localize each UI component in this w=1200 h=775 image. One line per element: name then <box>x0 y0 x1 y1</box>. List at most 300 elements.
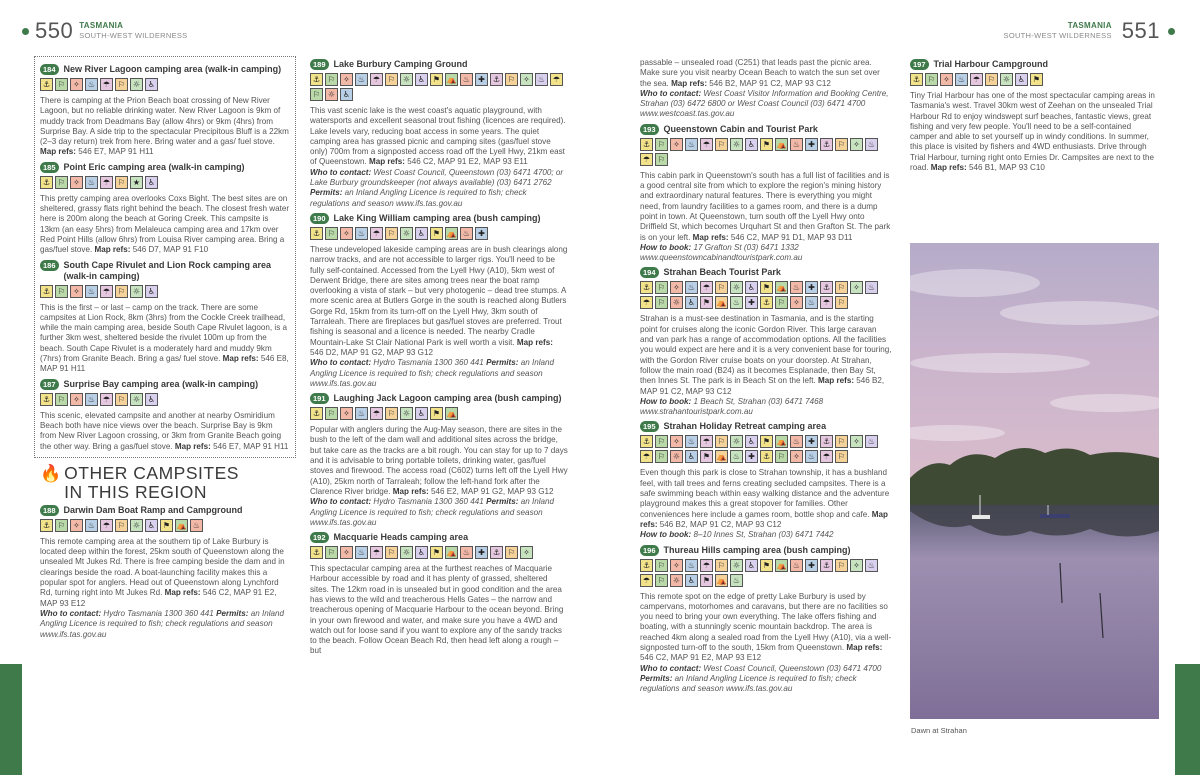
facility-icon: ♿ <box>415 73 428 86</box>
facility-icon: ☼ <box>130 78 143 91</box>
facility-icon: ♿ <box>685 574 698 587</box>
map-refs-label: Map refs: <box>516 337 553 347</box>
entry-number: 192 <box>310 532 329 543</box>
campsite-entry <box>40 505 292 640</box>
facility-icon: ✚ <box>475 546 488 559</box>
facility-icon: ☂ <box>100 285 113 298</box>
facility-icon: ☼ <box>325 88 338 101</box>
map-refs-label: Map refs: <box>174 441 211 451</box>
facility-icon: ⚐ <box>925 73 938 86</box>
permits: an Inland Angling Licence is required to fish; check regulations and season www.ifs.tas.gov.au <box>640 673 857 694</box>
entry-description: These undeveloped lakeside camping areas are in bush clearings along narrow tracks, and are not accessible to larger rigs. You'll need to be fully self-contained. Accessed from the Lyell Hwy (A10), 5km west of Derwent Bridge, there are sites among trees near the boat ramp overlooking a vista of stark – but very photogenic – dead tree stumps. A more scenic area at Butlers Gorge in the south is reached along Butlers Gorge Rd, 15km from its turn-off on the Lyell Hwy, 3km south of Tarraleah. There are fireplaces but gas/fuel stoves are preferred. Trout fishing is seasonal and a licence is needed. The nearby Cradle Mountain-Lake St Clair National Park is well worth a visit. <box>310 244 568 347</box>
entry-description: This remote camping area at the southern tip of Lake Burbury is located deep within the forest, 25km south of Queenstown along the unsealed Mt Jukes Rd. There is free camping beside the dam and in clearings beside the road. A boat-launching facility makes this a popular spot for anglers. Head out of Queenstown along Lynchford Rd, turning right into Mt Jukes Rd. <box>40 536 285 598</box>
entry-title: Laughing Jack Lagoon camping area (bush camping) <box>333 393 562 404</box>
facility-icons <box>910 73 1160 88</box>
map-refs-label: Map refs: <box>640 509 888 529</box>
facility-icon: ✧ <box>70 78 83 91</box>
map-refs-label: Map refs: <box>818 376 855 386</box>
facility-icon: ☼ <box>130 393 143 406</box>
map-refs: 546 C2, MAP 91 E2, MAP 93 E12 <box>40 588 277 608</box>
facility-icon: ✧ <box>520 546 533 559</box>
facility-icon: ⚐ <box>325 407 338 420</box>
facility-icon: ♨ <box>790 435 803 448</box>
section-heading <box>40 464 292 502</box>
facility-icon: ♿ <box>685 450 698 463</box>
header-subregion-right: SOUTH-WEST WILDERNESS <box>1003 31 1112 40</box>
entry-description: This scenic, elevated campsite and another at nearby Osmiridium Beach both have nice views over the beach. Surprise Bay is 9km from New River Lagoon crossing, or 3km from Granite Beach going the other way. Bring a gas/fuel stove. <box>40 410 282 451</box>
map-refs-label: Map refs: <box>222 354 259 364</box>
facility-icon: ⚓ <box>640 281 653 294</box>
facility-icon: ⚓ <box>640 435 653 448</box>
facility-icon: ♨ <box>535 73 548 86</box>
map-refs: 546 E7, MAP 91 H11 <box>213 441 289 451</box>
facility-icon: ⛺ <box>446 409 457 419</box>
facility-icon: ⚐ <box>655 296 668 309</box>
facility-icon: ⛺ <box>446 75 457 84</box>
map-refs: 546 D7, MAP 91 F10 <box>132 245 209 255</box>
page-number-right: 551 <box>1121 18 1160 43</box>
permits-label: Permits: <box>486 497 519 507</box>
facility-icon: ♨ <box>460 546 473 559</box>
facility-icons <box>640 559 892 589</box>
facility-icon: ♨ <box>355 407 368 420</box>
contact-label: Who to contact: <box>640 88 702 98</box>
facility-icon: ⚐ <box>715 138 728 151</box>
facility-icons <box>310 73 568 103</box>
facility-icon: ☂ <box>640 574 653 587</box>
map-refs: 546 C2, MAP 91 E2, MAP 93 E11 <box>407 157 528 167</box>
facility-icon: ⚓ <box>820 435 833 448</box>
entry-title: Queenstown Cabin and Tourist Park <box>663 123 818 134</box>
facility-icon: ⚐ <box>385 73 398 86</box>
facility-icon: ☼ <box>400 227 413 240</box>
facility-icon: ⚐ <box>310 88 323 101</box>
facility-icon: ⚐ <box>115 285 128 298</box>
permits-label: Permits: <box>216 608 249 618</box>
campsite-entry <box>40 64 290 158</box>
map-refs-label: Map refs: <box>671 78 708 88</box>
facility-icon: ✧ <box>70 285 83 298</box>
facility-icon: ⚑ <box>430 227 443 240</box>
map-refs: 546 B2, MAP 91 C2, MAP 93 C12 <box>659 519 782 529</box>
entry-title: Lake King William camping area (bush camping) <box>333 212 541 223</box>
facility-icon: ✧ <box>340 407 353 420</box>
facility-icon: ☼ <box>400 73 413 86</box>
facility-icon: ⚐ <box>325 546 338 559</box>
facility-icon: ⚐ <box>115 519 128 532</box>
facility-icon: ✧ <box>940 73 953 86</box>
facility-icon: ⚐ <box>715 559 728 572</box>
facility-icon: ♨ <box>85 519 98 532</box>
facility-icon: ⚐ <box>775 450 788 463</box>
entry-number: 193 <box>640 124 659 135</box>
facility-icon: ✧ <box>70 176 83 189</box>
header-subregion-left: SOUTH-WEST WILDERNESS <box>79 31 188 40</box>
column-3 <box>640 58 892 698</box>
facility-icon: ♨ <box>685 281 698 294</box>
facility-icon: ✧ <box>520 73 533 86</box>
facility-icon: ✧ <box>850 281 863 294</box>
campsite-entry <box>40 260 290 375</box>
facility-icon: ⚓ <box>490 546 503 559</box>
campsite-entry <box>910 59 1160 173</box>
facility-icon: ⚐ <box>505 546 518 559</box>
lake-dawn-photo <box>910 243 1159 719</box>
contact: West Coast Council, Queenstown (03) 6471 4700 <box>703 663 882 673</box>
facility-icon: ♨ <box>460 227 473 240</box>
facility-icon: ✚ <box>805 138 818 151</box>
facility-icon: ☂ <box>370 227 383 240</box>
facility-icon: ♨ <box>865 435 878 448</box>
campsite-entry <box>40 379 290 452</box>
facility-icon: ♿ <box>145 176 158 189</box>
facility-icon: ⚐ <box>985 73 998 86</box>
contact: West Coast Visitor Information and Booking Centre, Strahan (03) 6472 6800 or West Coast Council (03) 6471 4700 www.westcoast.tas.gov.au <box>640 88 889 119</box>
facility-icon: ☂ <box>100 393 113 406</box>
facility-icon: ⛺ <box>716 298 727 308</box>
facility-icon: ⛺ <box>446 228 457 238</box>
facility-icon: ♨ <box>730 574 743 587</box>
facility-icon: ☂ <box>370 546 383 559</box>
facility-icons <box>310 227 568 242</box>
facility-icon: ☂ <box>100 78 113 91</box>
facility-icon: ☂ <box>700 435 713 448</box>
facility-icon: ⚐ <box>55 176 68 189</box>
facility-icon: ✧ <box>670 281 683 294</box>
header-left <box>22 18 187 44</box>
facility-icon: ⚓ <box>760 296 773 309</box>
entry-title: Point Eric camping area (walk-in camping) <box>63 161 245 172</box>
facility-icon: ⚓ <box>40 285 53 298</box>
facility-icon: ⛺ <box>716 452 727 462</box>
permits-label: Permits: <box>486 358 519 368</box>
contact-label: Who to contact: <box>310 167 372 177</box>
map-refs: 546 C2, MAP 91 D1, MAP 93 D11 <box>730 232 853 242</box>
entry-title: Thureau Hills camping area (bush camping) <box>663 544 851 555</box>
map-refs: 546 E8, MAP 91 H11 <box>40 354 289 374</box>
facility-icon: ⛺ <box>776 139 787 149</box>
contact: West Coast Council, Queenstown (03) 6471 4700; or Lake Burbury groundskeeper (not always available) (03) 6471 2762 <box>310 167 564 188</box>
facility-icon: ⚓ <box>40 78 53 91</box>
facility-icon: ♿ <box>145 393 158 406</box>
facility-icon: ♿ <box>745 281 758 294</box>
facility-icon: ⚑ <box>700 450 713 463</box>
facility-icon: ⚐ <box>835 296 848 309</box>
permits-label: Permits: <box>640 673 673 683</box>
map-refs: 546 B2, MAP 91 C2, MAP 93 C12 <box>640 376 885 396</box>
entry-description: There is camping at the Prion Beach boat crossing of New River Lagoon, but no reliable drinking water. New River Lagoon is 9km of muddy track from Deadmans Bay (allow 4hrs) or 9km (4hrs) from Surprise Bay. A side trip to the spectacular Precipitous Bluff is a 22km (2–3 day return) trek from here. Bring water and a gas/ fuel stove. <box>40 96 289 147</box>
facility-icon: ⚐ <box>655 574 668 587</box>
facility-icon: ⚓ <box>40 519 53 532</box>
entry-description-continued: passable – unsealed road (C251) that leads past the picnic area. Make sure you visit nearby Ocean Beach to watch the sun set over the sea. <box>640 58 880 88</box>
facility-icon: ♨ <box>790 559 803 572</box>
facility-icon: ✚ <box>745 450 758 463</box>
facility-icon: ⚐ <box>115 176 128 189</box>
facility-icon: ♨ <box>865 559 878 572</box>
entry-description: This vast scenic lake is the west coast's aquatic playground, with watersports and excellent seasonal trout fishing (licences are required). Lake levels vary, reducing boat access in some years. The quiet camping area has grassed picnic and camping sites (gas/fuel stove only) 700m from a signposted access road off the Lyell Hwy, 21km east of Queenstown. <box>310 106 566 167</box>
facility-icon: ⚓ <box>820 281 833 294</box>
facility-icon: ♨ <box>865 138 878 151</box>
header-region-right: TASMANIA <box>1067 21 1112 30</box>
permits: an Inland Angling Licence is required to fish; check regulations and season www.ifs.tas.gov.au <box>310 188 527 208</box>
facility-icon: ⚓ <box>40 393 53 406</box>
map-refs: 546 B1, MAP 93 C10 <box>968 163 1045 173</box>
facility-icon: ☼ <box>670 574 683 587</box>
facility-icon: ☼ <box>130 519 143 532</box>
facility-icon: ⚑ <box>700 574 713 587</box>
facility-icon: ☼ <box>1000 73 1013 86</box>
walk-in-campsites-box <box>34 56 296 458</box>
facility-icon: ⚓ <box>310 546 323 559</box>
column-2 <box>310 56 568 661</box>
campsite-entry <box>310 213 568 389</box>
facility-icon: ⚓ <box>910 73 923 86</box>
facility-icon: ♿ <box>745 559 758 572</box>
contact: Hydro Tasmania 1300 360 441 <box>373 497 484 507</box>
facility-icon: ⚐ <box>655 153 668 166</box>
campsite-entry-continued <box>640 58 892 120</box>
facility-icon: ⛺ <box>446 548 457 558</box>
facility-icon: ⚐ <box>55 393 68 406</box>
facility-icon: ✧ <box>340 227 353 240</box>
facility-icon: ⚓ <box>490 73 503 86</box>
column-1 <box>40 56 292 644</box>
entry-title: New River Lagoon camping area (walk-in camping) <box>63 64 282 74</box>
facility-icon: ♨ <box>685 138 698 151</box>
facility-icon: ✧ <box>670 138 683 151</box>
facility-icon: ⚐ <box>775 296 788 309</box>
entry-description: This remote spot on the edge of pretty Lake Burbury is used by campervans, motorhomes and caravans, but there are no facilities so you need to bring your own everything. The lake offers fishing and boating, with a stunningly scenic mountain backdrop. The area is reached 4km along a sealed road from the Lyell Hwy (A10), via a well-signposted turn-off to the south, 15km from Queenstown. <box>640 591 892 652</box>
header-right <box>1004 18 1175 44</box>
map-refs-label: Map refs: <box>692 232 729 242</box>
facility-icon: ⛺ <box>776 560 787 570</box>
map-refs-label: Map refs: <box>368 157 405 167</box>
facility-icon: ⚑ <box>430 407 443 420</box>
entry-title: Lake Burbury Camping Ground <box>333 59 468 69</box>
facility-icon: ⚐ <box>115 393 128 406</box>
map-refs-label: Map refs: <box>392 486 429 496</box>
facility-icon: ⚓ <box>820 559 833 572</box>
map-refs: 546 E2, MAP 91 G2, MAP 93 G12 <box>431 486 554 496</box>
facility-icon: ☂ <box>370 407 383 420</box>
facility-icon: ☂ <box>550 73 563 86</box>
facility-icon: ⚐ <box>115 78 128 91</box>
facility-icons <box>40 78 290 93</box>
facility-icon: ♿ <box>745 138 758 151</box>
facility-icon: ☂ <box>100 519 113 532</box>
facility-icon: ⚐ <box>655 138 668 151</box>
facility-icon: ⚐ <box>325 227 338 240</box>
facility-icon: ♨ <box>790 138 803 151</box>
facility-icon: ♨ <box>730 296 743 309</box>
facility-icon: ♨ <box>85 78 98 91</box>
entry-title: South Cape Rivulet and Lion Rock camping area (walk-in camping) <box>63 259 272 281</box>
facility-icon: ♨ <box>460 73 473 86</box>
facility-icon: ⚓ <box>310 73 323 86</box>
facility-icon: ♿ <box>745 435 758 448</box>
photo-caption: Dawn at Strahan <box>911 726 967 735</box>
header-dot-icon <box>1168 28 1175 35</box>
facility-icon: ✚ <box>805 281 818 294</box>
entry-description: This pretty camping area overlooks Coxs Bight. The best sites are on sheltered, grassy flats right behind the beach. The closest fresh water here is 200m along the beach at Goring Creek. This campsite is 13km (an easy 5hrs) from Melaleuca camping area and 17km over Red Point Hills (allow 6hrs) from Louisa River camping area. Bring a gas/fuel stove. <box>40 193 290 255</box>
map-refs-label: Map refs: <box>846 642 883 652</box>
facility-icon: ♿ <box>340 88 353 101</box>
map-refs: 546 D2, MAP 91 G2, MAP 93 G12 <box>310 347 433 357</box>
entry-number: 188 <box>40 505 59 516</box>
campsite-entry <box>640 421 892 540</box>
entry-title: Surprise Bay camping area (walk-in camping) <box>63 378 259 389</box>
facility-icon: ☂ <box>640 296 653 309</box>
book: 17 Grafton St (03) 6471 1332 www.queenstowncabinandtouristpark.com.au <box>640 242 803 263</box>
facility-icon: ✧ <box>850 435 863 448</box>
map-refs: 546 E7, MAP 91 H11 <box>78 147 154 157</box>
contact-label: Who to contact: <box>40 608 102 618</box>
entry-number: 194 <box>640 267 659 278</box>
contact: Hydro Tasmania 1300 360 441 <box>373 358 484 368</box>
facility-icons <box>40 285 290 300</box>
facility-icon: ⚐ <box>55 285 68 298</box>
facility-icon: ♿ <box>415 546 428 559</box>
facility-icon: ☂ <box>820 296 833 309</box>
entry-number: 186 <box>40 260 59 271</box>
facility-icon: ⚑ <box>430 546 443 559</box>
facility-icon: ♨ <box>85 393 98 406</box>
section-title-line-2: IN THIS REGION <box>64 481 207 502</box>
book: 8–10 Innes St, Strahan (03) 6471 7442 <box>693 530 834 540</box>
page-number-left: 550 <box>35 18 74 43</box>
facility-icon: ⛺ <box>776 283 787 293</box>
facility-icon: ✚ <box>475 227 488 240</box>
entry-number: 191 <box>310 393 329 404</box>
facility-icon: ⚑ <box>430 73 443 86</box>
map-refs-label: Map refs: <box>94 245 131 255</box>
facility-icon: ♨ <box>355 546 368 559</box>
book: 1 Beach St, Strahan (03) 6471 7468 www.strahantouristpark.com.au <box>640 396 824 417</box>
facility-icon: ♿ <box>1015 73 1028 86</box>
permits: an Inland Angling Licence is required to fish; check regulations and season www.ifs.tas.gov.au <box>310 358 555 388</box>
facility-icons <box>640 138 892 168</box>
facility-icon: ⚐ <box>55 519 68 532</box>
facility-icon: ✧ <box>70 519 83 532</box>
facility-icon: ⚐ <box>505 73 518 86</box>
page-edge-tab-left <box>0 664 22 775</box>
facility-icon: ☂ <box>970 73 983 86</box>
facility-icon: ⚑ <box>700 296 713 309</box>
facility-icon: ♨ <box>85 176 98 189</box>
permits: an Inland Angling Licence is required to fish; check regulations and season www.ifs.tas.gov.au <box>310 497 555 527</box>
header-region-left: TASMANIA <box>79 21 124 30</box>
column-4 <box>910 56 1160 177</box>
facility-icon: ☼ <box>730 435 743 448</box>
facility-icon: ✧ <box>790 450 803 463</box>
contact-label: Who to contact: <box>640 663 702 673</box>
facility-icon: ⚓ <box>640 559 653 572</box>
facility-icon: ✧ <box>850 559 863 572</box>
entry-description: Strahan is a must-see destination in Tasmania, and is the starting point for cruises along the iconic Gordon River. This large caravan and van park has a range of accommodation options. All the facilities you would expect are here and it is a very convenient base for touring, with the Gordon River cruise boats on your doorstep. At Strahan, follow the main road (B24) as it becomes Esplanade, then Bay St, then Innes St. The park is in Beach St on the left. <box>640 314 892 386</box>
map-refs-label: Map refs: <box>164 588 201 598</box>
facility-icon: ☼ <box>730 559 743 572</box>
entry-number: 197 <box>910 59 929 70</box>
facility-icons <box>40 519 292 534</box>
facility-icon: ♨ <box>730 450 743 463</box>
facility-icon: ♨ <box>355 73 368 86</box>
entry-description: Even though this park is close to Strahan township, it has a bushland feel, with tall trees and ferns creating secluded campsites. There is a safe swimming beach within easy walking distance and the adventure playground makes this a great stopover for families. Other conveniences here include a games room, bottle shop and cafe. <box>640 468 890 519</box>
facility-icon: ⚐ <box>655 281 668 294</box>
facility-icon: ♨ <box>685 435 698 448</box>
facility-icon: ⚐ <box>385 227 398 240</box>
campsite-entry <box>310 532 568 657</box>
facility-icon: ♨ <box>790 281 803 294</box>
campsite-entry <box>40 162 290 256</box>
facility-icons <box>310 407 568 422</box>
facility-icon: ⚓ <box>820 138 833 151</box>
facility-icon: ⚐ <box>715 281 728 294</box>
facility-icon: ⚐ <box>655 435 668 448</box>
facility-icon: ☼ <box>730 138 743 151</box>
facility-icon: ✧ <box>340 546 353 559</box>
entry-description: Popular with anglers during the Aug-May season, there are sites in the bush to the left of the dam wall and additional sites across the bridge, but take care as the tracks are a bit rough. You can stay for up to 7 days and it is advisable to bring portable toilets, drinking water, gas/fuel stoves and firewood. The access road (C602) turns left off the Lyell Hwy (A10), 25km north of Tarraleah; follow the left-hand fork after the Clarence River bridge. <box>310 425 568 496</box>
entry-number: 196 <box>640 545 659 556</box>
facility-icon: ☂ <box>640 153 653 166</box>
facility-icons <box>40 176 290 191</box>
facility-icon: ⚐ <box>655 450 668 463</box>
entry-title: Darwin Dam Boat Ramp and Campground <box>63 504 243 515</box>
permits-label: Permits: <box>310 188 343 198</box>
page-edge-tab-right <box>1175 664 1200 775</box>
entry-title: Macquarie Heads camping area <box>333 532 469 543</box>
facility-icon: ✧ <box>850 138 863 151</box>
facility-icon: ♿ <box>415 227 428 240</box>
facility-icon: ✧ <box>70 393 83 406</box>
facility-icon: ★ <box>130 176 143 189</box>
entry-title: Strahan Beach Tourist Park <box>663 267 781 278</box>
permits: an Inland Angling Licence is required to fish; check regulations and season www.ifs.tas.gov.au <box>40 608 285 639</box>
facility-icon: ☼ <box>670 450 683 463</box>
facility-icon: ⚑ <box>760 559 773 572</box>
map-refs: 546 C2, MAP 91 E2, MAP 93 E12 <box>640 653 762 663</box>
facility-icon: ⚐ <box>325 73 338 86</box>
campsite-entry <box>310 393 568 528</box>
facility-icon: ✚ <box>475 73 488 86</box>
facility-icons <box>310 546 568 561</box>
entry-number: 190 <box>310 213 329 224</box>
entry-number: 187 <box>40 379 59 390</box>
map-refs-label: Map refs: <box>930 163 967 173</box>
facility-icon: ♿ <box>145 519 158 532</box>
facility-icon: ♨ <box>805 296 818 309</box>
facility-icon: ⚐ <box>835 281 848 294</box>
facility-icon: ♨ <box>865 281 878 294</box>
map-refs: 546 B2, MAP 91 C2, MAP 93 C12 <box>709 78 831 88</box>
facility-icon: ☼ <box>400 546 413 559</box>
facility-icon: ⚓ <box>40 176 53 189</box>
contact-label: Who to contact: <box>310 358 372 368</box>
facility-icon: ⚑ <box>1030 73 1043 86</box>
facility-icon: ☂ <box>640 450 653 463</box>
header-dot-icon <box>22 28 29 35</box>
facility-icon: ♿ <box>145 78 158 91</box>
facility-icon: ⚐ <box>55 78 68 91</box>
section-title-line-1: OTHER CAMPSITES <box>64 462 239 483</box>
campsite-entry <box>640 267 892 417</box>
facility-icon: ♿ <box>415 407 428 420</box>
facility-icon: ⚑ <box>760 281 773 294</box>
entry-title: Trial Harbour Campground <box>933 59 1049 69</box>
map-refs-label: Map refs: <box>40 147 76 157</box>
facility-icon: ✚ <box>745 296 758 309</box>
entry-number: 195 <box>640 421 659 432</box>
facility-icon: ☼ <box>670 296 683 309</box>
